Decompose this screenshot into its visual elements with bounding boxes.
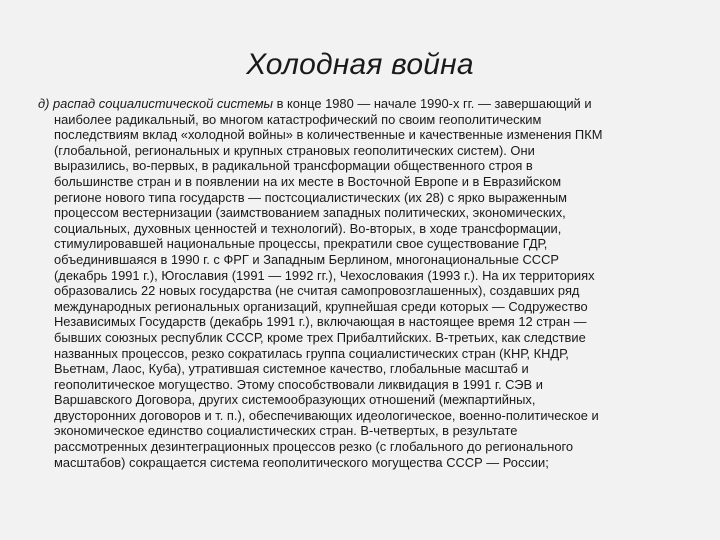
body-line: масштабов) сокращается система геополитического могущества СССР — России;	[54, 454, 549, 470]
body-line: названных процессов, резко сократилась группа социалистических стран (КНР, КНДР,	[54, 345, 569, 361]
body-line: Варшавского Договора, других системообразующих отношений (межпартийных,	[54, 392, 536, 408]
body-line: большинстве стран и в появлении на их месте в Восточной Европе и в Евразийском	[54, 173, 562, 189]
body-line: экономическое единство социалистических стран. В-четвертых, в результате	[54, 423, 518, 439]
body-line: социальных, духовных ценностей и технологий). Во-вторых, в ходе трансформации,	[54, 220, 562, 236]
body-line: Вьетнам, Лаос, Куба), утратившая системное качество, глобальные масштаб и	[54, 361, 529, 377]
body-line: Независимых Государств (декабрь 1991 г.), включающая в настоящее время 12 стран —	[54, 314, 587, 330]
body-line: регионе нового типа государств — постсоциалистических (их 28) с ярко выраженным	[54, 189, 567, 205]
body-line: процессом вестернизации (заимствованием западных политических, экономических,	[54, 205, 566, 221]
body-line: образовались 22 новых государства (не считая самопровозглашенных), создавших ряд	[54, 283, 580, 299]
body-line: двусторонних договоров и т. п.), обеспечивающих идеологическое, военно-политическое и	[54, 407, 599, 423]
body-line: бывших союзных республик СССР, кроме трех Прибалтийских. В-третьих, как следствие	[54, 329, 586, 345]
body-line	[38, 96, 674, 112]
body-line: выразились, во-первых, в радикальной трансформации общественного строя в	[54, 158, 533, 174]
body-line: геополитическое могущество. Этому способствовали ликвидация в 1991 г. СЭВ и	[54, 376, 543, 392]
body-line: (глобальной, региональных и крупных страновых геополитических систем). Они	[54, 142, 535, 158]
slide-title: Холодная война	[246, 48, 474, 81]
body-line: стимулировавшей национальные процессы, прекратили свое существование ГДР,	[54, 236, 548, 252]
body-line: объединившаяся в 1990 г. с ФРГ и Западным Берлином, многонациональные СССР	[54, 251, 560, 267]
body-line: рассмотренных дезинтеграционных процессов резко (с глобального до регионального	[54, 439, 574, 455]
slide-body-text	[38, 96, 674, 470]
body-line: последствиям вклад «холодной войны» в количественные и качественные изменения ПКМ	[54, 127, 603, 143]
body-line: (декабрь 1991 г.), Югославия (1991 — 1992 гг.), Чехословакия (1993 г.). На их территориях	[54, 267, 595, 283]
body-line-text: в конце 1980 — начале 1990-х гг. — завершающий и	[273, 96, 592, 111]
lead-italic-phrase: д) распад социалистической системы	[38, 96, 274, 111]
body-line: наиболее радикальный, во многом катастрофический по своим геополитическим	[54, 111, 542, 127]
body-line: международных региональных организаций, крупнейшая среди которых — Содружество	[54, 298, 588, 314]
